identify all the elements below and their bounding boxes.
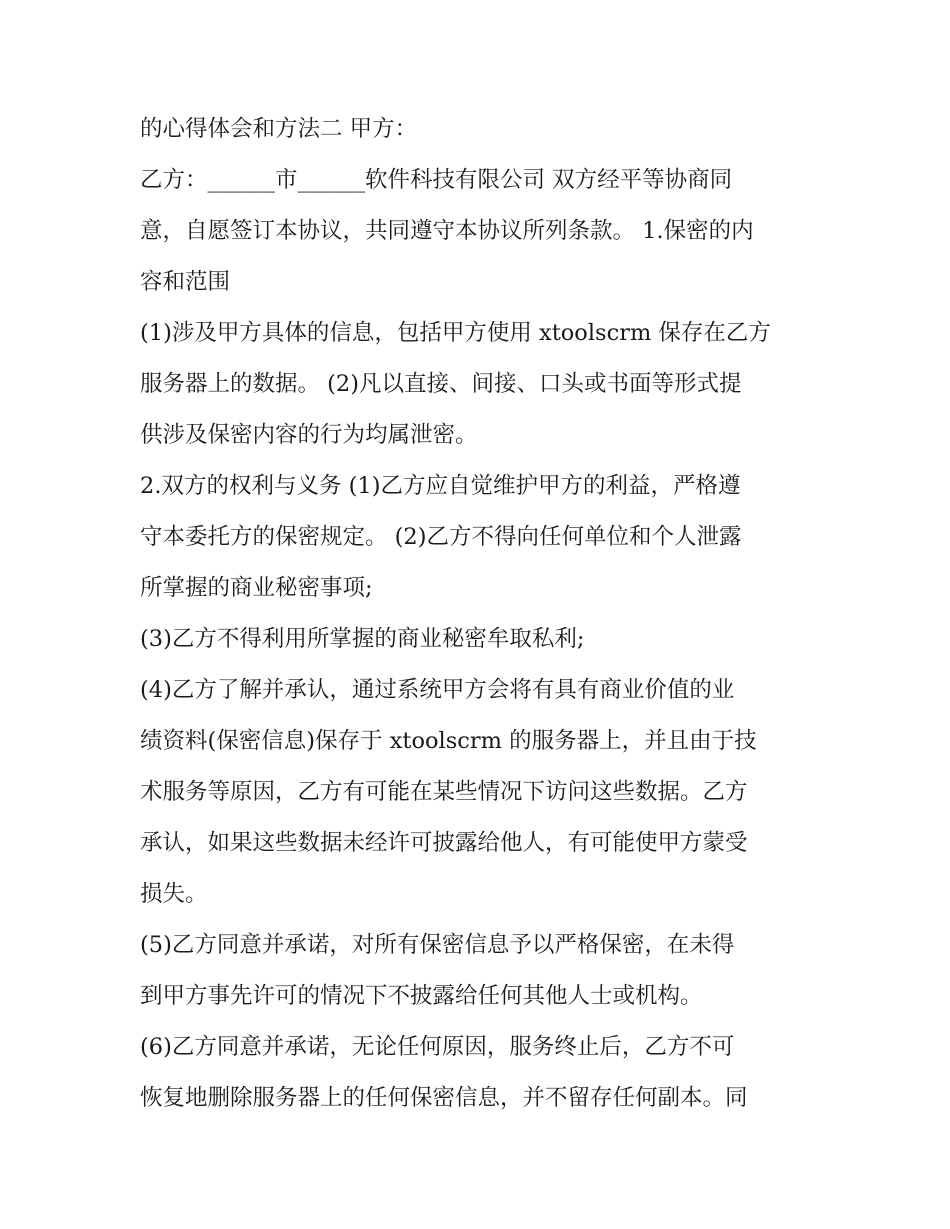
text-line: 容和范围 [140, 269, 231, 295]
text-line: 乙方：______市______软件科技有限公司 双方经平等协商同 [140, 167, 733, 193]
text-line: 恢复地删除服务器上的任何保密信息，并不留存任何副本。同 [140, 1085, 748, 1111]
document-body [140, 104, 820, 1124]
text-line: (1)涉及甲方具体的信息，包括甲方使用 xtoolscrm 保存在乙方 [140, 320, 771, 346]
text-line: (5)乙方同意并承诺，对所有保密信息予以严格保密，在未得 [140, 932, 735, 958]
text-line: (4)乙方了解并承认，通过系统甲方会将有具有商业价值的业 [140, 677, 735, 703]
text-line: 到甲方事先许可的情况下不披露给任何其他人士或机构。 [140, 983, 703, 1009]
text-line: 承认，如果这些数据未经许可披露给他人，有可能使甲方蒙受 [140, 830, 748, 856]
text-line: 术服务等原因，乙方有可能在某些情况下访问这些数据。乙方 [140, 779, 748, 805]
text-line: 的心得体会和方法二 甲方： [140, 116, 418, 142]
text-line: (6)乙方同意并承诺，无论任何原因，服务终止后，乙方不可 [140, 1034, 735, 1060]
text-line: 服务器上的数据。 (2)凡以直接、间接、口头或书面等形式提 [140, 371, 742, 397]
text-line: 所掌握的商业秘密事项; [140, 575, 373, 601]
text-line: 供涉及保密内容的行为均属泄密。 [140, 422, 478, 448]
text-line: (3)乙方不得利用所掌握的商业秘密牟取私利; [140, 626, 585, 652]
text-line: 绩资料(保密信息)保存于 xtoolscrm 的服务器上，并且由于技 [140, 728, 757, 754]
text-line: 意，自愿签订本协议，共同遵守本协议所列条款。 1.保密的内 [140, 218, 754, 244]
text-line: 损失。 [140, 881, 208, 907]
text-line: 2.双方的权利与义务 (1)乙方应自觉维护甲方的利益，严格遵 [140, 473, 741, 499]
text-line: 守本委托方的保密规定。 (2)乙方不得向任何单位和个人泄露 [140, 524, 742, 550]
